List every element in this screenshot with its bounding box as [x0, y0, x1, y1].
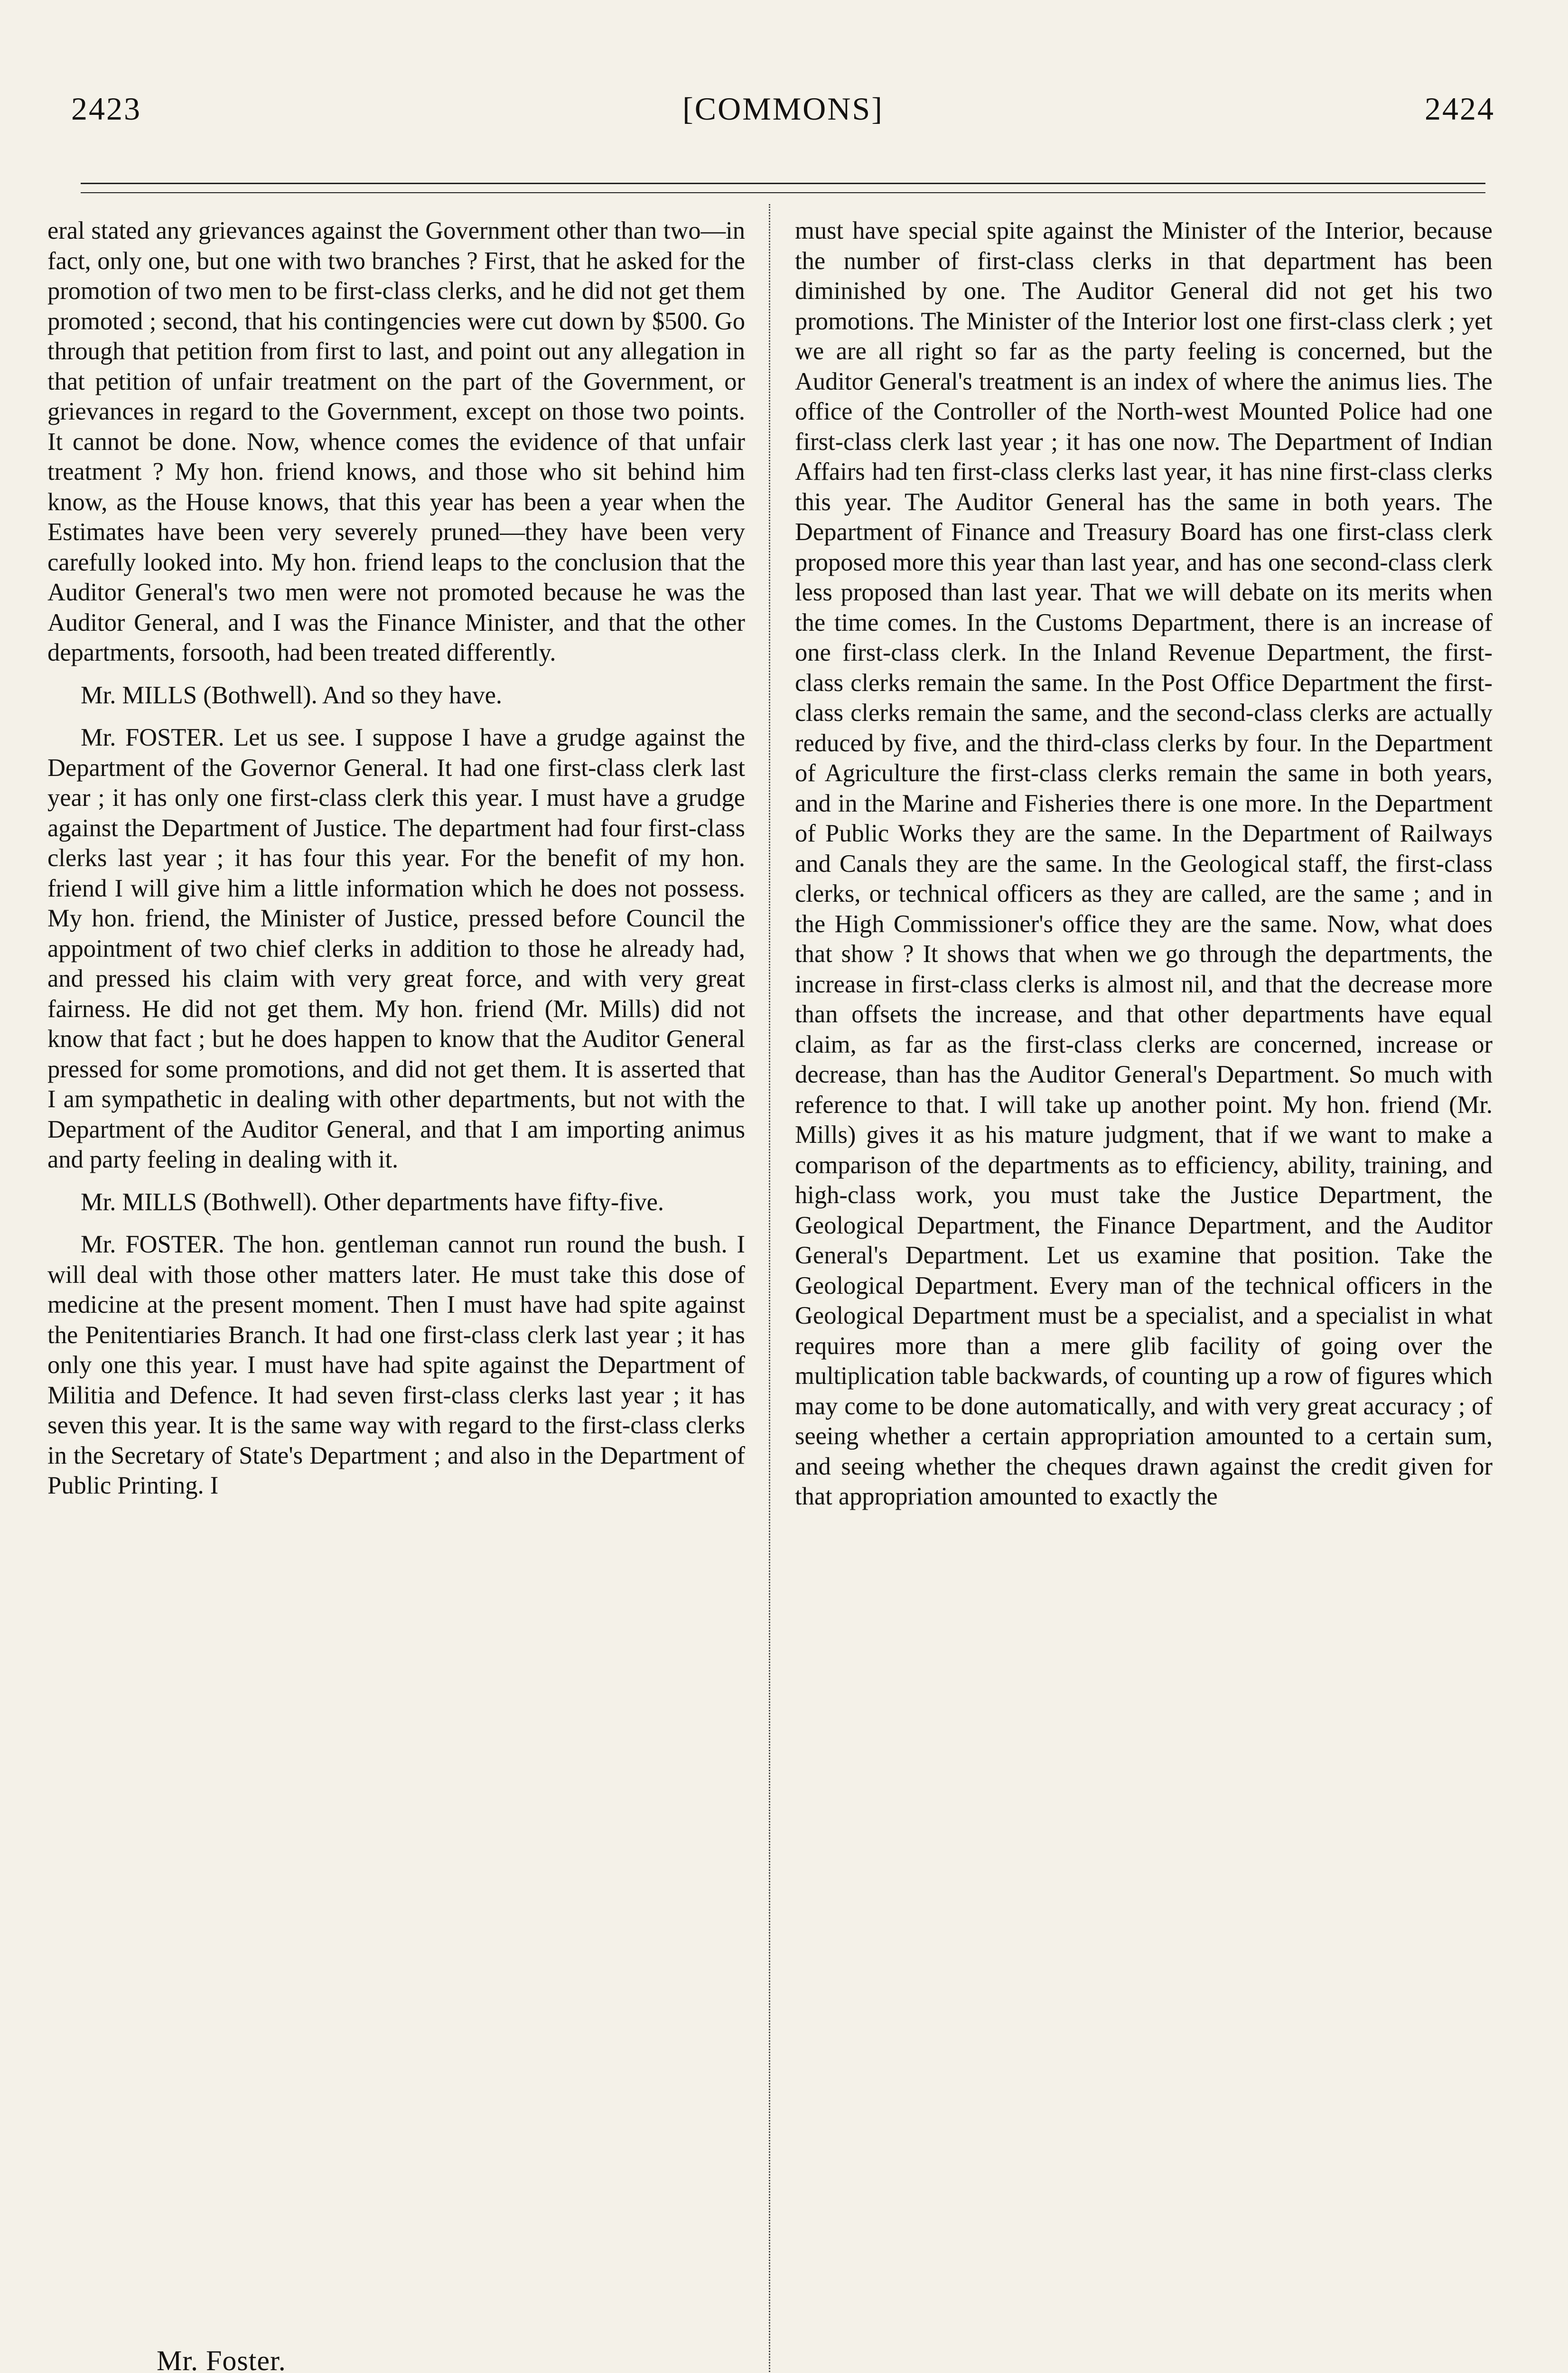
- header-rule-top: [81, 183, 1485, 184]
- left-column: [47, 216, 745, 2373]
- speech-paragraph: Mr. FOSTER. The hon. gentleman cannot run round the bush. I will deal with those other matters later. He must take this dose of medicine at the present moment. Then I must have had spite against the Penitentiaries Branch. It had one first-class clerk last year ; it has only one this year. I must have had spite against the Department of Militia and Defence. It had seven first-class clerks last year ; it has seven this year. It is the same way with regard to the first-class clerks in the Secretary of State's Department ; and also in the Department of Public Printing. I: [47, 1231, 745, 1499]
- speech-paragraph: Mr. MILLS (Bothwell). And so they have.: [81, 681, 503, 709]
- running-footer: Mr. Foster.: [157, 2345, 286, 2373]
- page-number-left: 2423: [71, 91, 141, 127]
- page-header: [71, 90, 1495, 147]
- paragraph: must have special spite against the Minister of the Interior, because the number of first-class clerks in that department has been diminished by one. The Auditor General did not get his two promotions. The Minister of the Interior lost one first-class clerk ; yet we are all right so far as the party feeling is concerned, but the Auditor General's treatment is an index of where the animus lies. The office of the Controller of the North-west Mounted Police had one first-class clerk last year ; it has one now. The Department of Indian Affairs had ten first-class clerks last year, it has nine first-class clerks this year. The Auditor General has the same in both years. The Department of Finance and Treasury Board has one first-class clerk proposed more this year than last year, and has one second-class clerk less proposed than last year. That we will debate on its merits when the time comes. In the Customs Department, there is an increase of one first-class clerk. In the Inland Revenue Department, the first-class clerks remain the same. In the Post Office Department the first-class clerks remain the same, and the second-class clerks are actually reduced by five, and the third-class clerks by four. In the Department of Agriculture the first-class clerks remain the same in both years, and in the Marine and Fisheries there is one more. In the Department of Public Works they are the same. In the Department of Railways and Canals they are the same. In the Geological staff, the first-class clerks, or technical officers as they are called, are the same ; and in the High Commissioner's office they are the same. Now, what does that show ? It shows that when we go through the departments, the increase in first-class clerks is almost nil, and that the decrease more than offsets the increase, and that other departments have equal claim, as far as the first-class clerks are concerned, increase or decrease, than has the Auditor General's Department. So much with reference to that. I will take up another point. My hon. friend (Mr. Mills) gives it as his mature judgment, that if we want to make a comparison of the departments as to efficiency, ability, training, and high-class work, you must take the Justice Department, the Geological Department, the Finance Department, and the Auditor General's Department. Let us examine that position. Take the Geological Department. Every man of the technical officers in the Geological Department must be a specialist, and a specialist in what requires more than a mere glib facility of going over the multiplication table backwards, of counting up a row of figures which may come to be done automatically, and with very great accuracy ; of seeing whether a certain appropriation amounted to a certain sum, and seeing whether the cheques drawn against the credit given for that appropriation amounted to exactly the: [795, 217, 1493, 1510]
- paragraph: eral stated any grievances against the Government other than two—in fact, only one, but one with two branches ? First, that he asked for the promotion of two men to be first-class clerks, and he did not get them promoted ; second, that his contingencies were cut down by $500. Go through that petition from first to last, and point out any allegation in that petition of unfair treatment on the part of the Government, or grievances in regard to the Government, except on those two points. It cannot be done. Now, whence comes the evidence of that unfair treatment ? My hon. friend knows, and those who sit behind him know, as the House knows, that this year has been a year when the Estimates have been very severely pruned—they have been very carefully looked into. My hon. friend leaps to the conclusion that the Auditor General's two men were not promoted because he was the Auditor General, and I was the Finance Minister, and that the other departments, forsooth, had been treated differently.: [47, 217, 745, 666]
- header-rule-bottom: [81, 192, 1485, 193]
- page-title: [COMMONS]: [682, 91, 884, 127]
- right-column: [795, 216, 1493, 2373]
- column-divider: [769, 204, 770, 2373]
- page-number-right: 2424: [1425, 91, 1495, 127]
- speech-paragraph: Mr. FOSTER. Let us see. I suppose I have a grudge against the Department of the Governor General. It had one first-class clerk last year ; it has only one first-class clerk this year. I must have a grudge against the Department of Justice. The department had four first-class clerks last year ; it has four this year. For the benefit of my hon. friend I will give him a little information which he does not possess. My hon. friend, the Minister of Justice, pressed before Council the appointment of two chief clerks in addition to those he already had, and pressed his claim with very great force, and with very great fairness. He did not get them. My hon. friend (Mr. Mills) did not know that fact ; but he does happen to know that the Auditor General pressed for some promotions, and did not get them. It is asserted that I am sympathetic in dealing with other departments, but not with the Department of the Auditor General, and that I am importing animus and party feeling in dealing with it.: [47, 724, 745, 1173]
- speech-paragraph: Mr. MILLS (Bothwell). Other departments have fifty-five.: [81, 1188, 664, 1216]
